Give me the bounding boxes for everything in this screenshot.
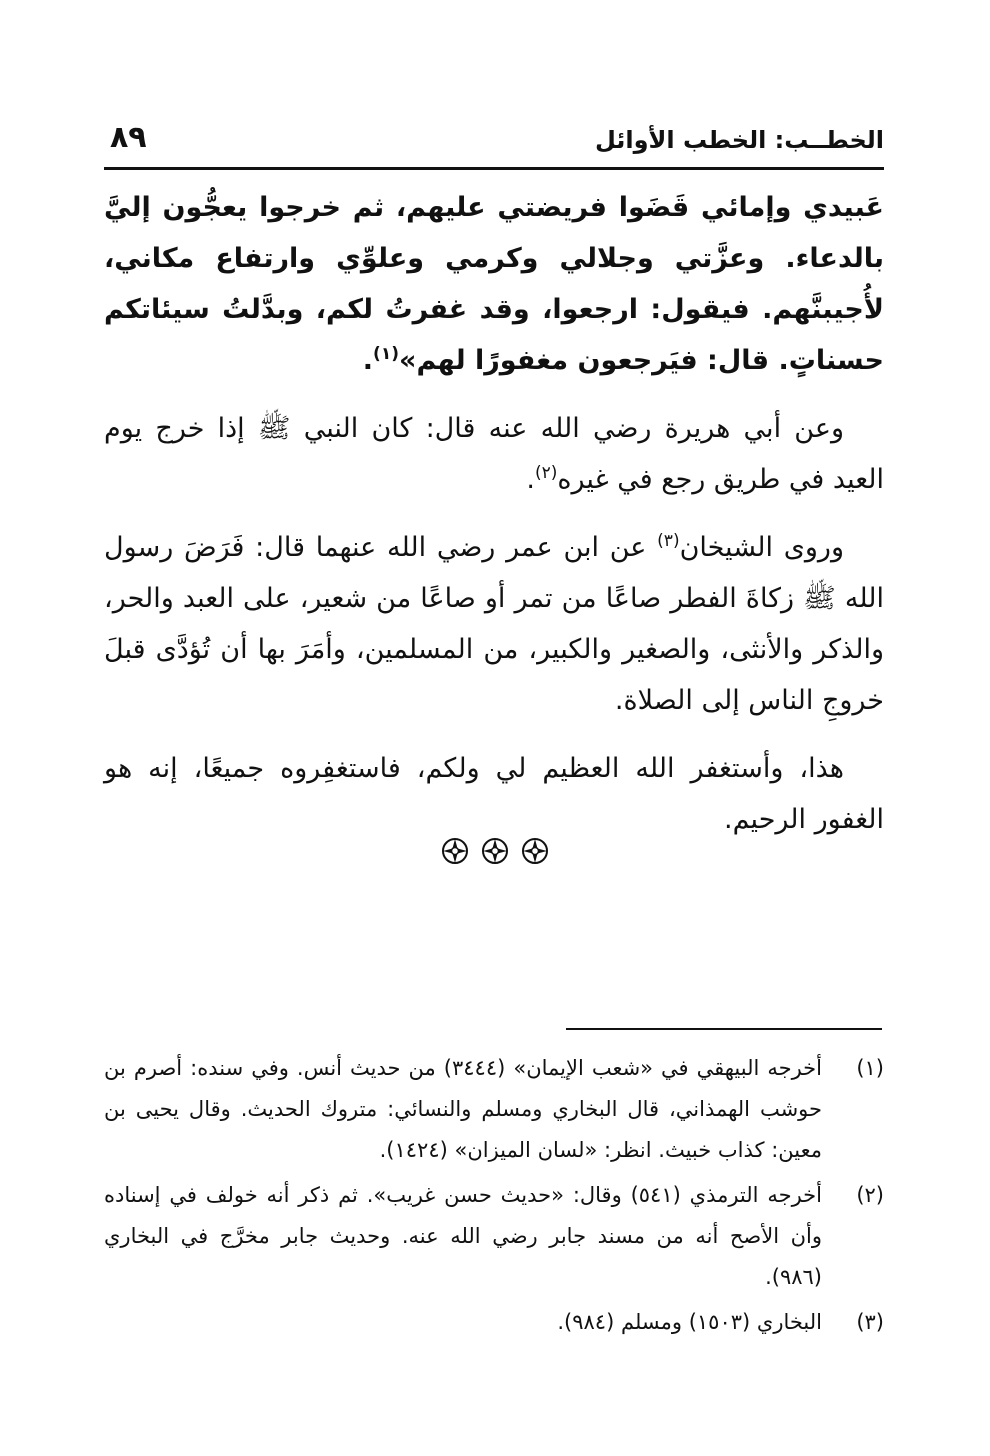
paragraph-zakat-al-fitr bbox=[104, 522, 884, 726]
running-header bbox=[104, 112, 884, 170]
paragraph-end: . bbox=[362, 345, 374, 376]
paragraph-text: عَبيدي وإمائي قَضَوا فريضتي عليهم، ثم خرجوا يعجُّون إليَّ بالدعاء. وعزَّتي وجلالي وكرمي وعلوِّي وارتفاع مكاني، لأُجيبنَّهم. فيقول: ارجعوا، وقد غفرتُ لكم، وبدَّلتُ سيئاتكم حسناتٍ. قال: فيَرجعون مغفورًا لهم» bbox=[104, 192, 884, 376]
footnotes bbox=[104, 1048, 884, 1347]
page-number: ٨٩ bbox=[110, 120, 147, 155]
paragraph-abu-hurayra bbox=[104, 403, 884, 505]
flower-ornament-icon bbox=[440, 836, 470, 866]
paragraph-end: . bbox=[526, 464, 535, 495]
paragraph-text-rest: عن ابن عمر رضي الله عنهما قال: فَرَضَ رسول الله ﷺ زكاةَ الفطر صاعًا من تمر أو صاعًا من شعير، على العبد والحر، والذكر والأنثى، والصغير والكبير، من المسلمين، وأمَرَ بها أن تُؤدَّى قبلَ خروجِ الناس إلى الصلاة. bbox=[104, 532, 884, 716]
paragraph-hadith-quote bbox=[104, 182, 884, 386]
paragraph-text: هذا، وأستغفر الله العظيم لي ولكم، فاستغفِروه جميعًا، إنه هو الغفور الرحيم. bbox=[104, 753, 884, 835]
footnote-ref-1: (١) bbox=[373, 344, 399, 364]
footnote-text: أخرجه البيهقي في «شعب الإيمان» (٣٤٤٤) من حديث أنس. وفي سنده: أصرم بن حوشب الهمذاني، قال البخاري ومسلم والنسائي: متروك الحديث. وقال يحيى بن معين: كذاب خبيث. انظر: «لسان الميزان» (١٤٢٤). bbox=[104, 1056, 822, 1162]
footnote-number: (١) bbox=[856, 1056, 884, 1080]
footnote-text: البخاري (١٥٠٣) ومسلم (٩٨٤). bbox=[557, 1310, 822, 1334]
footnote-ref-2: (٢) bbox=[534, 463, 558, 483]
main-text bbox=[104, 182, 884, 845]
footnote-ref-3: (٣) bbox=[657, 531, 680, 551]
footnote-number: (٣) bbox=[856, 1310, 884, 1334]
footnote-separator bbox=[566, 1028, 882, 1030]
chapter-title: الخطــب: الخطب الأوائل bbox=[594, 126, 884, 154]
flower-ornament-icon bbox=[520, 836, 550, 866]
footnote-text: أخرجه الترمذي (٥٤١) وقال: «حديث حسن غريب». ثم ذكر أنه خولف في إسناده وأن الأصح أنه من مسند جابر رضي الله عنه. وحديث جابر مخرَّج في البخاري (٩٨٦). bbox=[104, 1183, 822, 1289]
paragraph-text-start: وروى الشيخان bbox=[679, 532, 845, 563]
footnote-1 bbox=[104, 1048, 884, 1171]
paragraph-text: وعن أبي هريرة رضي الله عنه قال: كان النبي ﷺ إذا خرج يوم العيد في طريق رجع في غيره bbox=[104, 413, 884, 495]
header-divider bbox=[104, 167, 884, 170]
flower-ornament-icon bbox=[480, 836, 510, 866]
footnote-2 bbox=[104, 1175, 884, 1298]
paragraph-closing-supplication bbox=[104, 743, 884, 845]
section-end-ornaments bbox=[440, 836, 550, 866]
footnote-number: (٢) bbox=[856, 1183, 884, 1207]
footnote-3 bbox=[104, 1302, 884, 1343]
